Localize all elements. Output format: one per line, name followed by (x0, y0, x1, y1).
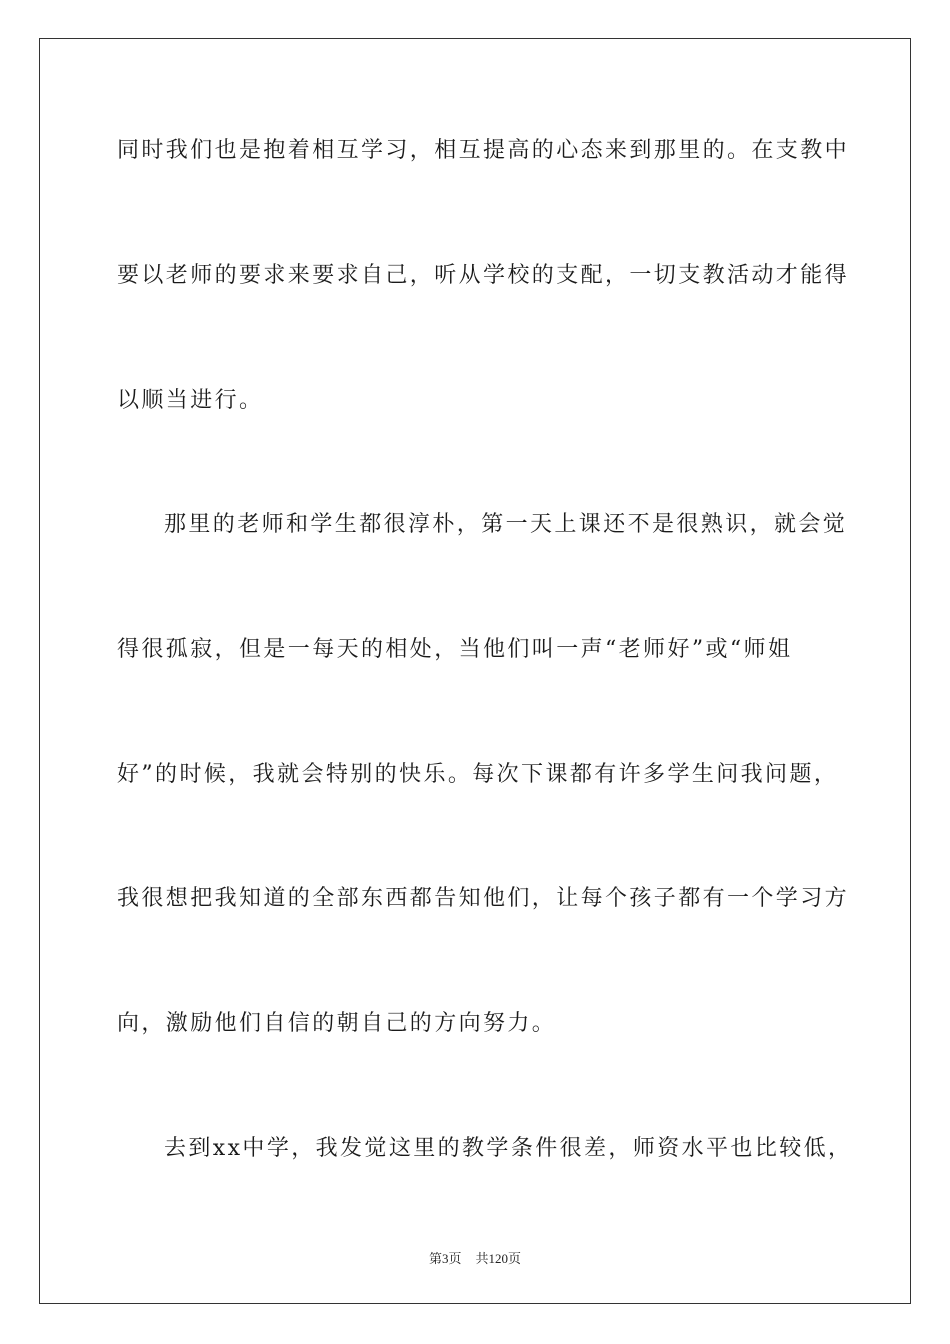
text-line: 同时我们也是抱着相互学习，相互提高的心态来到那里的。在支教中 (117, 138, 850, 163)
text-line: 我很想把我知道的全部东西都告知他们，让每个孩子都有一个学习方 (117, 886, 850, 911)
text-line: 向，激励他们自信的朝自己的方向努力。 (117, 1011, 557, 1036)
text-line: 好”的时候，我就会特别的快乐。每次下课都有许多学生问我问题， (117, 762, 839, 787)
text-line: 去到xx中学，我发觉这里的教学条件很差，师资水平也比较低， (164, 1136, 853, 1161)
page-footer (0, 1248, 950, 1267)
text-line: 以顺当进行。 (117, 388, 264, 413)
text-line: 得很孤寂，但是一每天的相处，当他们叫一声“老师好”或“师姐 (117, 637, 793, 662)
page-frame (39, 38, 911, 1304)
text-line: 那里的老师和学生都很淳朴，第一天上课还不是很熟识，就会觉 (164, 512, 848, 537)
text-line: 要以老师的要求来要求自己，听从学校的支配，一切支教活动才能得 (117, 263, 850, 288)
total-pages: 共120页 (475, 1251, 522, 1266)
page-number: 第3页 (428, 1251, 462, 1266)
